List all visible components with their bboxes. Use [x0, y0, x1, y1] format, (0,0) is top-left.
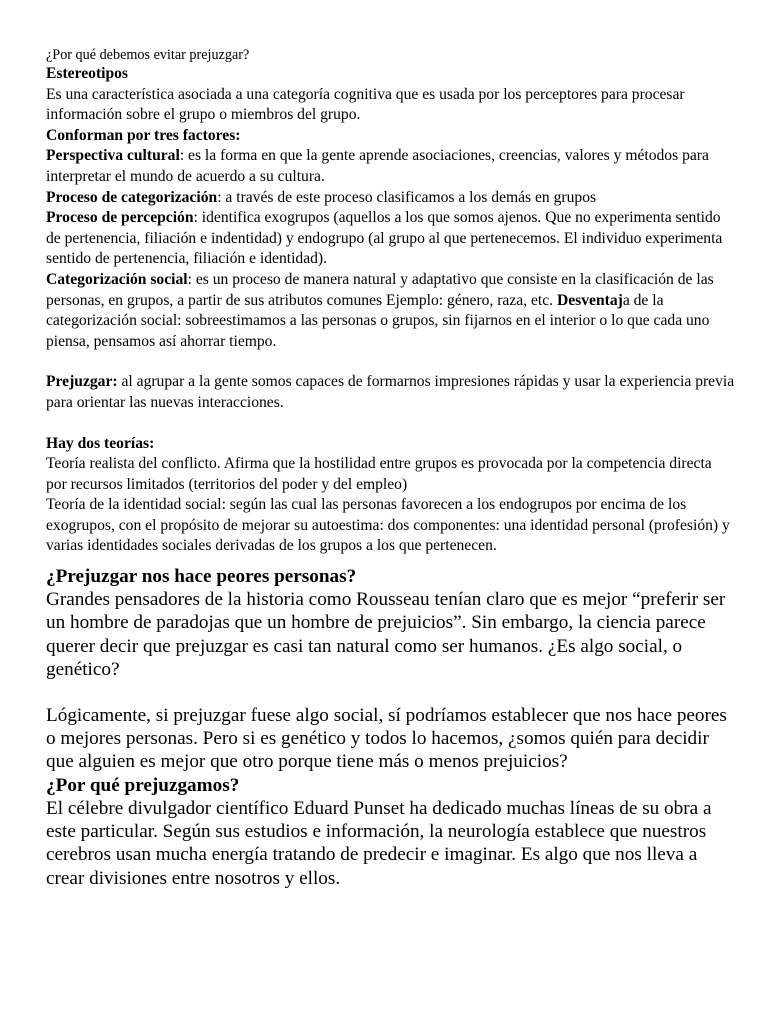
- section-heading: ¿Prejuzgar nos hace peores personas?: [46, 566, 357, 588]
- question-line: ¿Por qué debemos evitar prejuzgar?: [46, 47, 250, 63]
- cultural-perspective: Perspectiva cultural: es la forma en que la gente aprende asociaciones, creencias, valores y métodos para interpretar el mundo de acuerdo a su cultura.: [46, 147, 709, 185]
- document-page: [46, 47, 736, 890]
- term: Proceso de percepción: [46, 209, 194, 227]
- prejudge-definition: Prejuzgar: al agrupar a la gente somos capaces de formarnos impresiones rápidas y usar la experiencia previa para orientar las nuevas interacciones.: [46, 373, 735, 411]
- factors-heading: Conforman por tres factores:: [46, 126, 241, 144]
- social-categorization: Categorización social: es un proceso de manera natural y adaptativo que consiste en la clasificación de las personas, en grupos, a partir de sus atributos comunes Ejemplo: género, raza, etc. Desventaja de la categorización social: sobreestimamos a las personas o grupos, sin fijarnos en el interior o lo que cada uno piensa, pensamos así ahorrar tiempo.: [46, 270, 714, 350]
- term: Categorización social: [46, 270, 188, 288]
- stereotypes-definition: Es una característica asociada a una categoría cognitiva que es usada por los perceptores para procesar información sobre el grupo o miembros del grupo.: [46, 85, 685, 124]
- term: Perspectiva cultural: [46, 147, 180, 165]
- term: Desventaj: [556, 291, 623, 309]
- theory-realistic-conflict: Teoría realista del conflicto. Afirma que la hostilidad entre grupos es provocada por la competencia directa por recursos limitados (territorios del poder y del empleo): [46, 455, 712, 493]
- theories-heading: Hay dos teorías:: [46, 434, 155, 452]
- term: Prejuzgar:: [46, 373, 118, 391]
- section-paragraph: Lógicamente, si prejuzgar fuese algo social, sí podríamos establecer que nos hace peores o mejores personas. Pero si es genético y todos lo hacemos, ¿somos quién para decidir que alguien es mejor que otro porque tiene más o menos prejuicios?: [46, 705, 727, 773]
- perception-process: Proceso de percepción: identifica exogrupos (aquellos a los que somos ajenos. Que no experimenta sentido de pertenencia, filiación e indentidad) y endogrupo (al grupo al que pertenecemos. El individuo experimenta sentido de pertenencia, filiación e identidad).: [46, 209, 723, 268]
- section-heading: ¿Por qué prejuzgamos?: [46, 774, 240, 796]
- section-paragraph: Grandes pensadores de la historia como Rousseau tenían claro que es mejor “preferir ser un hombre de paradojas que un hombre de prejuicios”. Sin embargo, la ciencia parece querer decir que prejuzgar es casi tan natural como ser humanos. ¿Es algo social, o genético?: [46, 589, 726, 680]
- term: Proceso de categorización: [46, 188, 218, 206]
- stereotypes-heading: Estereotipos: [46, 65, 129, 82]
- theory-social-identity: Teoría de la identidad social: según las cual las personas favorecen a los endogrupos por encima de los exogrupos, con el propósito de mejorar su autoestima: dos componentes: una identidad personal (profesión) y varias identidades sociales derivadas de los grupos a los que pertenecen.: [46, 496, 730, 555]
- categorization-process: Proceso de categorización: a través de este proceso clasificamos a los demás en grupos: [46, 188, 597, 206]
- section-paragraph: El célebre divulgador científico Eduard Punset ha dedicado muchas líneas de su obra a este particular. Según sus estudios e información, la neurología establece que nuestros cerebros usan mucha energía tratando de predecir e imaginar. Es algo que nos lleva a crear divisiones entre nosotros y ellos.: [46, 797, 712, 889]
